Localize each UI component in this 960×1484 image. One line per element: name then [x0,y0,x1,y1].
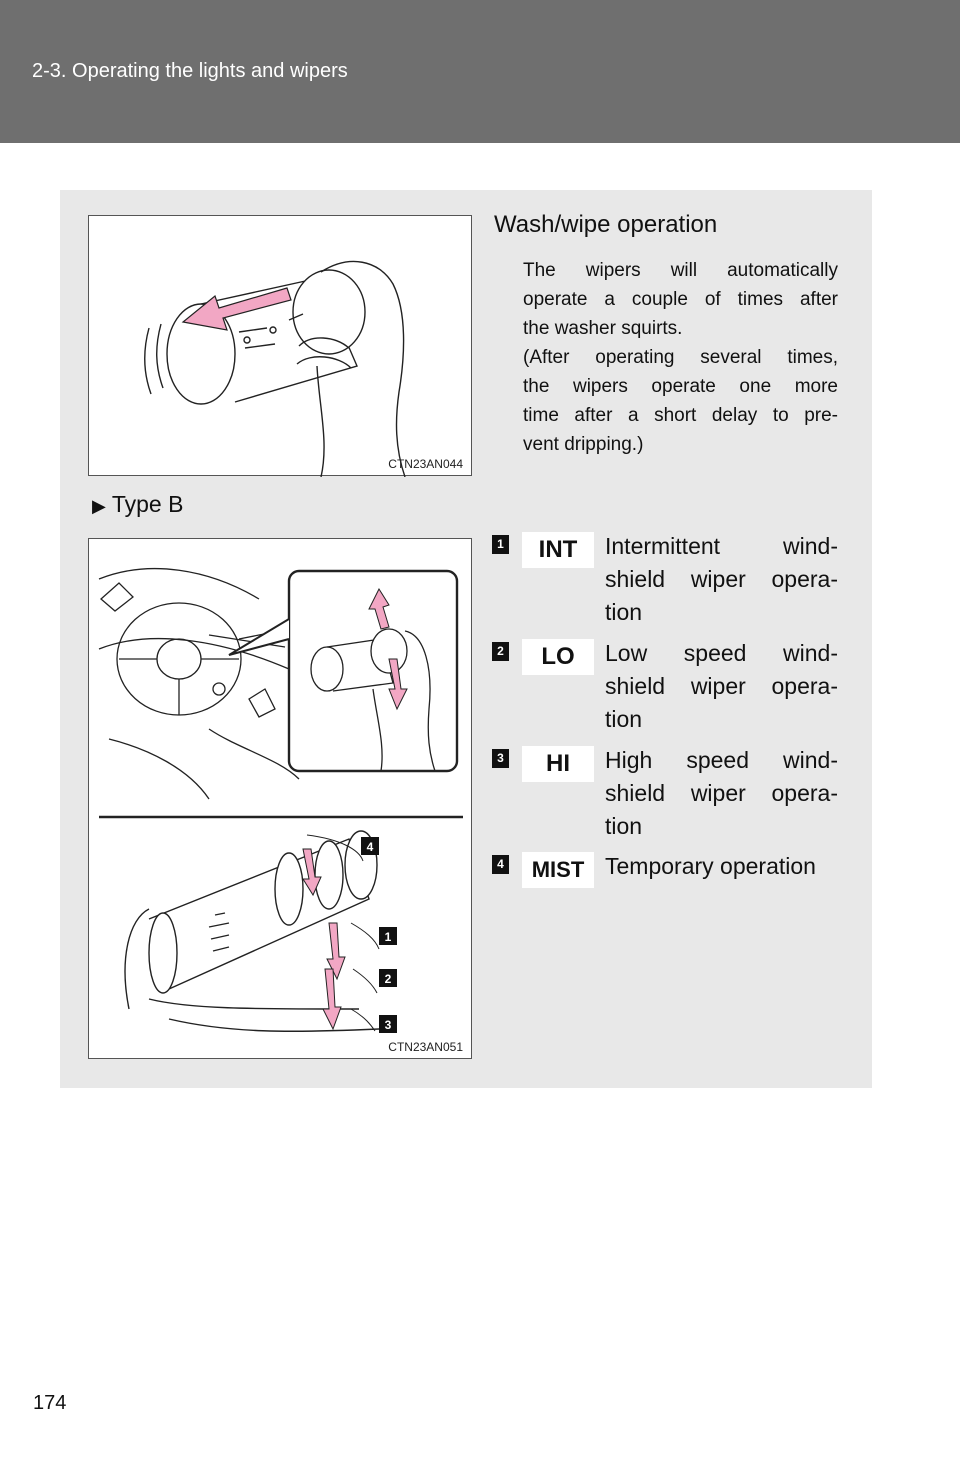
item-line: shield wiper opera- [605,780,838,806]
type-b-illustration [89,539,473,1060]
item-description [605,744,838,843]
item-number: 2 [492,642,509,661]
callout-2: 2 [384,972,392,986]
list-item-hi [492,746,838,846]
wash-wipe-description [523,256,838,459]
wash-wipe-illustration [89,216,473,477]
item-description [605,530,838,629]
figure-code: CTN23AN051 [388,1040,463,1054]
item-line: tion [605,706,643,732]
item-line: shield wiper opera- [605,673,838,699]
item-description [605,850,838,883]
item-line: tion [605,599,643,625]
item-description [605,637,838,736]
list-item-mist [492,852,838,892]
description-line: vent dripping.) [523,434,644,455]
type-b-text: Type B [111,491,184,517]
item-line: Intermittent wind- [605,533,838,559]
item-number: 1 [492,535,509,554]
type-b-label [92,491,183,518]
list-item-lo [492,639,838,739]
item-line: tion [605,813,643,839]
section-title: 2-3. Operating the lights and wipers [32,60,348,82]
item-line: High speed wind- [605,747,838,773]
item-line: Low speed wind- [605,640,838,666]
item-number: 4 [492,855,509,874]
page-header [0,0,960,143]
mode-label-mist: MIST [522,852,594,888]
list-item-int [492,532,838,632]
callout-4: 4 [366,840,374,854]
callout-3: 3 [384,1018,392,1032]
mode-label-lo: LO [522,639,594,675]
item-line: Temporary operation [605,853,816,879]
mode-label-hi: HI [522,746,594,782]
type-b-figure [88,538,472,1059]
item-number: 3 [492,749,509,768]
triangle-bullet-icon: ▶ [92,496,106,516]
page-number: 174 [33,1392,67,1414]
figure-code: CTN23AN044 [388,457,463,471]
item-line: shield wiper opera- [605,566,838,592]
wash-wipe-heading: Wash/wipe operation [494,211,718,238]
description-line: (After operating several times, [523,347,838,368]
description-line: the washer squirts. [523,318,683,339]
wash-wipe-figure [88,215,472,476]
callout-1: 1 [384,930,392,944]
mode-label-int: INT [522,532,594,568]
description-line: the wipers operate one more [523,376,838,397]
description-line: operate a couple of times after [523,289,838,310]
description-line: The wipers will automatically [523,260,838,281]
description-line: time after a short delay to pre- [523,405,838,426]
